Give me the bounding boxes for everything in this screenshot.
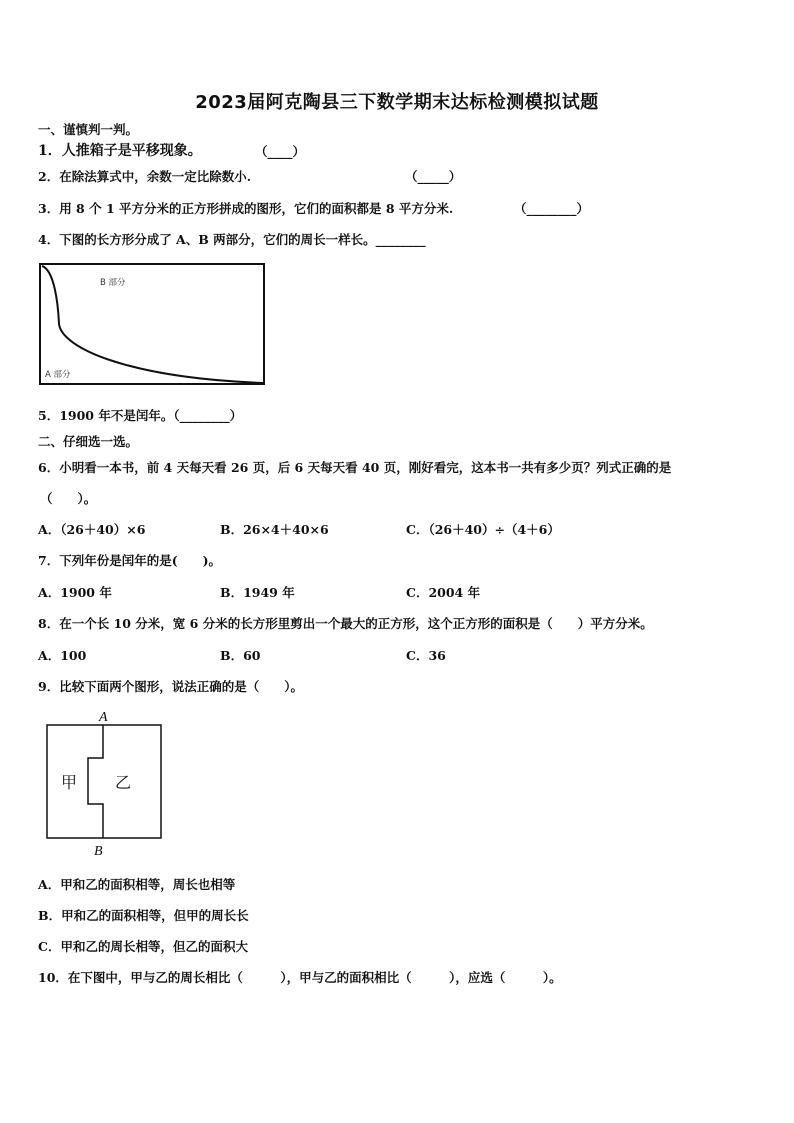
question-6-continued: （ ）。 — [40, 491, 97, 506]
question-10: 10．在下图中，甲与乙的周长相比（ ），甲与乙的面积相比（ ），应选（ ）。 — [38, 970, 562, 985]
question-1-blank[interactable]: （____） — [255, 144, 306, 159]
question-1: 1．人推箱子是平移现象。 — [38, 143, 202, 159]
question-6-option-a[interactable]: A．（26＋40）×6 — [38, 522, 146, 537]
question-7-option-b[interactable]: B．1949 年 — [220, 585, 295, 600]
question-6: 6．小明看一本书，前 4 天每天看 26 页，后 6 天每天看 40 页，刚好看完，这本书一共有多少页？列式正确的是 — [38, 460, 672, 475]
question-7: 7．下列年份是闰年的是( )。 — [38, 553, 222, 568]
question-8-option-a[interactable]: A．100 — [38, 648, 87, 663]
question-6-option-c[interactable]: C．（26＋40）÷（4＋6） — [406, 522, 560, 537]
question-2: 2．在除法算式中，余数一定比除数小. — [38, 169, 252, 184]
jia-yi-figure — [44, 706, 166, 860]
question-9-option-b[interactable]: B．甲和乙的面积相等，但甲的周长长 — [38, 908, 249, 923]
point-a-label: A — [99, 710, 108, 725]
question-4: 4．下图的长方形分成了 A、B 两部分，它们的周长一样长。________ — [38, 232, 426, 247]
yi-label: 乙 — [115, 773, 132, 792]
section-1-heading: 一、谨慎判一判。 — [38, 122, 139, 137]
question-8: 8．在一个长 10 分米，宽 6 分米的长方形里剪出一个最大的正方形，这个正方形的面积是（ ）平方分米。 — [38, 616, 653, 631]
page-title: 2023届阿克陶县三下数学期末达标检测模拟试题 — [195, 92, 599, 113]
question-7-option-a[interactable]: A．1900 年 — [38, 585, 112, 600]
question-9-option-a[interactable]: A．甲和乙的面积相等，周长也相等 — [38, 877, 236, 892]
point-b-label: B — [94, 844, 103, 859]
question-5: 5．1900 年不是闰年。（________） — [38, 408, 243, 423]
question-7-option-c[interactable]: C．2004 年 — [406, 585, 481, 600]
question-3-blank[interactable]: （________） — [514, 201, 590, 216]
rectangle-partition-figure — [38, 262, 268, 388]
label-a-part: A 部分 — [45, 370, 71, 380]
question-8-option-b[interactable]: B．60 — [220, 648, 261, 663]
question-9-option-c[interactable]: C．甲和乙的周长相等，但乙的面积大 — [38, 939, 248, 954]
section-2-heading: 二、仔细选一选。 — [38, 434, 139, 449]
question-9: 9．比较下面两个图形，说法正确的是（ ）。 — [38, 679, 303, 694]
question-2-blank[interactable]: （_____） — [405, 169, 462, 184]
question-6-option-b[interactable]: B．26×4＋40×6 — [220, 522, 329, 537]
jia-label: 甲 — [61, 773, 78, 792]
question-3: 3．用 8 个 1 平方分米的正方形拼成的图形，它们的面积都是 8 平方分米. — [38, 201, 454, 216]
outer-rectangle — [40, 264, 264, 384]
question-8-option-c[interactable]: C．36 — [406, 648, 446, 663]
label-b-part: B 部分 — [100, 278, 126, 288]
